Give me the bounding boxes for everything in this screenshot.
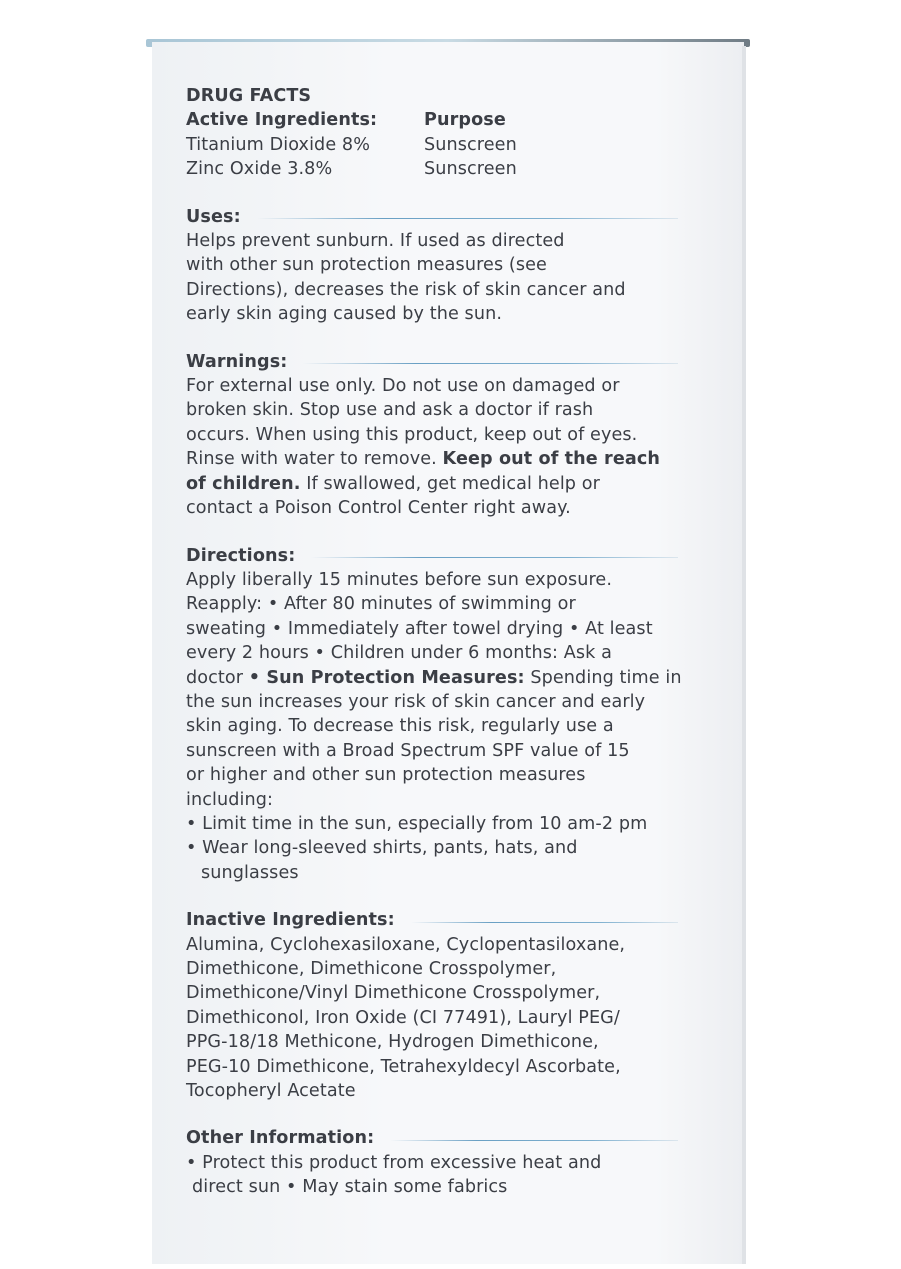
section-divider xyxy=(411,922,678,923)
warnings-line: broken skin. Stop use and ask a doctor if rash xyxy=(186,400,594,421)
uses-line: early skin aging caused by the sun. xyxy=(186,304,503,325)
other-info-heading: Other Information: xyxy=(186,1128,375,1149)
uses-section-header xyxy=(186,205,726,229)
active-header-row xyxy=(186,108,726,132)
warnings-emphasis: of children. xyxy=(186,473,301,494)
directions-bullet: • Limit time in the sun, especially from 10 am-2 pm xyxy=(186,813,648,834)
ingredient-row xyxy=(186,133,726,157)
uses-heading: Uses: xyxy=(186,206,241,227)
uses-line: Directions), decreases the risk of skin cancer and xyxy=(186,279,626,300)
inactive-heading: Inactive Ingredients: xyxy=(186,910,395,931)
directions-line: or higher and other sun protection measures xyxy=(186,765,586,786)
other-info-line: • Protect this product from excessive heat and xyxy=(186,1152,602,1173)
warnings-text: Rinse with water to remove. xyxy=(186,449,443,470)
directions-line: Apply liberally 15 minutes before sun exposure. xyxy=(186,569,613,590)
directions-bullet-continued: sunglasses xyxy=(201,862,299,883)
warnings-text: If swallowed, get medical help or xyxy=(300,473,600,494)
ingredient-purpose: Sunscreen xyxy=(424,159,517,180)
inactive-line: Dimethicone/Vinyl Dimethicone Crosspolymer, xyxy=(186,983,601,1004)
ingredient-name: Titanium Dioxide 8% xyxy=(186,134,371,155)
directions-line: sunscreen with a Broad Spectrum SPF value of 15 xyxy=(186,740,630,761)
inactive-line: PEG-10 Dimethicone, Tetrahexyldecyl Ascorbate, xyxy=(186,1056,621,1077)
warnings-section-header xyxy=(186,350,726,374)
warnings-line: occurs. When using this product, keep out of eyes. xyxy=(186,424,638,445)
directions-section-header xyxy=(186,544,726,568)
inactive-section-header xyxy=(186,908,726,932)
warnings-line: For external use only. Do not use on damaged or xyxy=(186,376,620,397)
inactive-line: Dimethicone, Dimethicone Crosspolymer, xyxy=(186,959,557,979)
box-side-edge xyxy=(742,46,746,1264)
directions-line xyxy=(186,666,726,690)
inactive-line: Alumina, Cyclohexasiloxane, Cyclopentasiloxane, xyxy=(186,934,626,955)
section-divider xyxy=(390,1140,678,1141)
inactive-line: Tocopheryl Acetate xyxy=(186,1081,356,1102)
directions-line: every 2 hours • Children under 6 months: Ask a xyxy=(186,643,612,664)
directions-line: including: xyxy=(186,789,274,810)
warnings-line xyxy=(186,472,726,496)
section-divider xyxy=(311,557,678,558)
warnings-line xyxy=(186,447,726,471)
ingredient-row xyxy=(186,157,726,181)
section-divider xyxy=(257,218,678,219)
warnings-heading: Warnings: xyxy=(186,351,288,372)
section-divider xyxy=(303,363,678,364)
warnings-emphasis: Keep out of the reach xyxy=(442,449,660,470)
directions-text: doctor xyxy=(186,667,249,688)
drug-facts-title: DRUG FACTS xyxy=(186,86,312,106)
directions-line: sweating • Immediately after towel drying • At least xyxy=(186,618,653,639)
uses-line: with other sun protection measures (see xyxy=(186,255,547,276)
other-info-line: direct sun • May stain some fabrics xyxy=(192,1177,508,1198)
ingredient-name: Zinc Oxide 3.8% xyxy=(186,159,333,180)
directions-line: the sun increases your risk of skin cancer and early xyxy=(186,691,646,712)
directions-line: Reapply: • After 80 minutes of swimming or xyxy=(186,594,576,615)
directions-heading: Directions: xyxy=(186,545,296,566)
uses-line: Helps prevent sunburn. If used as directed xyxy=(186,231,565,252)
inactive-line: Dimethiconol, Iron Oxide (CI 77491), Lauryl PEG/ xyxy=(186,1007,620,1028)
inactive-line: PPG-18/18 Methicone, Hydrogen Dimethicone, xyxy=(186,1032,599,1053)
warnings-line: contact a Poison Control Center right away. xyxy=(186,498,571,519)
directions-text: Spending time in xyxy=(524,667,682,688)
directions-bullet: • Wear long-sleeved shirts, pants, hats, and xyxy=(186,838,578,859)
drug-facts-label xyxy=(186,84,726,1200)
directions-line: skin aging. To decrease this risk, regularly use a xyxy=(186,716,614,737)
ingredient-purpose: Sunscreen xyxy=(424,134,517,155)
active-ingredients-heading: Active Ingredients: xyxy=(186,110,378,131)
other-info-section-header xyxy=(186,1126,726,1150)
directions-emphasis: • Sun Protection Measures: xyxy=(248,667,525,688)
purpose-heading: Purpose xyxy=(424,110,506,131)
